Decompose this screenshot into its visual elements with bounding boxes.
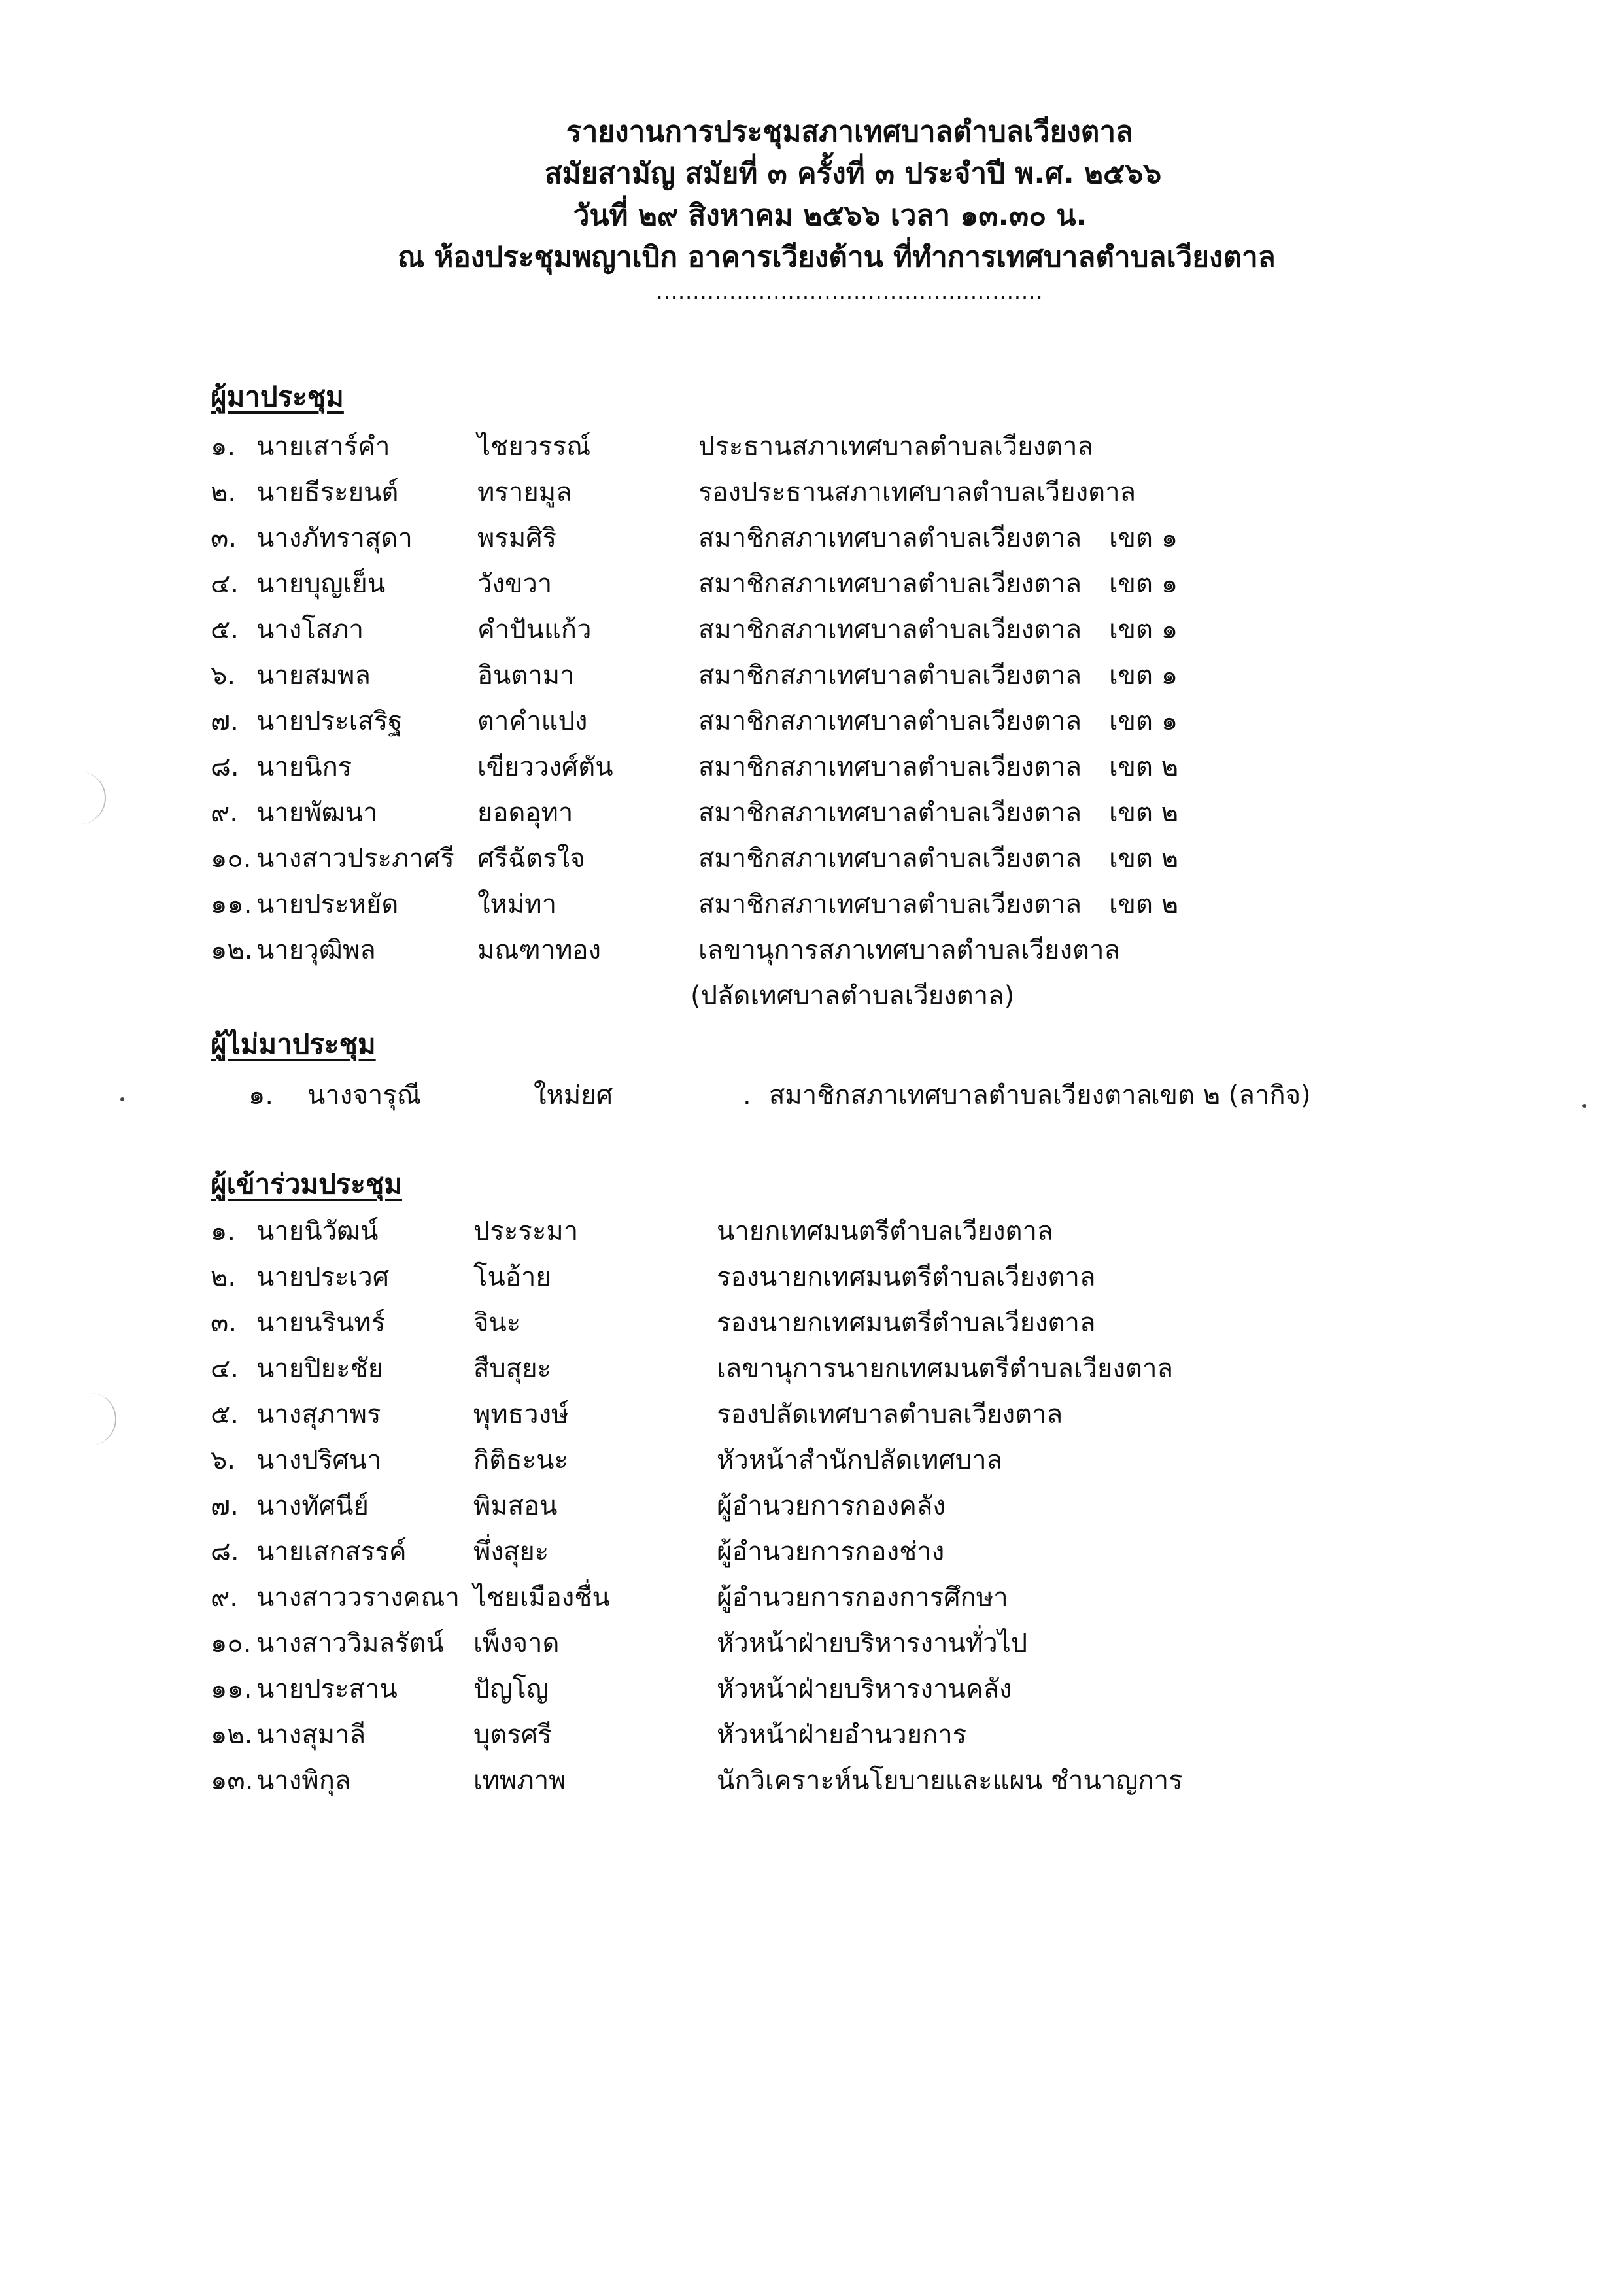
item-first: นายนิวัฒน์ <box>256 1216 379 1246</box>
item-num: ๖. <box>211 1445 236 1475</box>
item-last: ไชยเมืองชื่น <box>473 1583 610 1613</box>
report-title: รายงานการประชุมสภาเทศบาลตำบลเวียงตาล <box>566 115 1133 148</box>
list-item <box>0 1666 1621 1712</box>
venue-line: ณ ห้องประชุมพญาเบิก อาคารเวียงต้าน ที่ทำการเทศบาลตำบลเวียงตาล <box>398 241 1276 274</box>
item-zone: เขต ๒ <box>1109 798 1179 828</box>
scan-speck <box>120 1097 124 1101</box>
attendees-list <box>0 1208 1621 1804</box>
item-last: ใหม่ยศ <box>534 1080 613 1110</box>
item-role: รองนายกเทศมนตรีตำบลเวียงตาล <box>717 1308 1096 1338</box>
item-role: สมาชิกสภาเทศบาลตำบลเวียงตาล <box>698 752 1082 782</box>
item-last: ศรีฉัตรใจ <box>477 844 585 874</box>
item-zone: เขต ๑ <box>1109 660 1178 691</box>
item-role: สมาชิกสภาเทศบาลตำบลเวียงตาล <box>698 844 1082 874</box>
item-num: ๑. <box>211 432 236 462</box>
item-num: ๔. <box>211 1354 239 1384</box>
item-first: นางจารุณี <box>307 1080 421 1110</box>
item-first: นายบุญเย็น <box>256 569 386 599</box>
item-role: หัวหน้าสำนักปลัดเทศบาล <box>717 1445 1003 1475</box>
item-first: นายธีระยนต์ <box>256 477 399 507</box>
item-num: ๒. <box>211 1262 237 1292</box>
item-num: ๑๐. <box>211 1628 252 1658</box>
item-last: เขียววงศ์ตัน <box>477 752 613 782</box>
list-item <box>0 1072 1621 1118</box>
present-list <box>0 424 1621 1019</box>
list-item <box>0 744 1621 790</box>
item-last: อินตามา <box>477 660 575 691</box>
list-item <box>0 424 1621 470</box>
item-last: พุทธวงษ์ <box>473 1399 569 1430</box>
date-time-line: วันที่ ๒๙ สิงหาคม ๒๕๖๖ เวลา ๑๓.๓๐ น. <box>573 199 1087 232</box>
item-first: นางสาววิมลรัตน์ <box>256 1628 444 1658</box>
list-item <box>0 561 1621 607</box>
item-first: นางพิกุล <box>256 1766 351 1796</box>
item-last: พึ่งสุยะ <box>473 1537 549 1567</box>
item-role: สมาชิกสภาเทศบาลตำบลเวียงตาล <box>698 569 1082 599</box>
item-zone: เขต ๒ <box>1109 752 1179 782</box>
item-zone: เขต ๑ <box>1109 523 1178 553</box>
item-num: ๒. <box>211 477 237 507</box>
item-role: ผู้อำนวยการกองช่าง <box>717 1537 945 1567</box>
item-role: สมาชิกสภาเทศบาลตำบลเวียงตาล <box>769 1080 1153 1110</box>
item-role: สมาชิกสภาเทศบาลตำบลเวียงตาล <box>698 615 1082 645</box>
item-last: มณฑาทอง <box>477 935 602 965</box>
item-first: นางสุภาพร <box>256 1399 381 1430</box>
item-num: ๕. <box>211 1399 239 1430</box>
item-role: หัวหน้าฝ่ายบริหารงานทั่วไป <box>717 1628 1028 1658</box>
item-role: เลขานุการสภาเทศบาลตำบลเวียงตาล <box>698 935 1120 965</box>
list-item <box>0 1483 1621 1529</box>
item-last: พิมสอน <box>473 1491 558 1521</box>
item-num: ๗. <box>211 1491 239 1521</box>
item-num: ๔. <box>211 569 239 599</box>
list-item <box>0 1392 1621 1437</box>
list-item <box>0 1437 1621 1483</box>
item-role: เลขานุการนายกเทศมนตรีตำบลเวียงตาล <box>717 1354 1173 1384</box>
item-last: ทรายมูล <box>477 477 572 507</box>
item-last: สืบสุยะ <box>473 1354 552 1384</box>
item-num: ๓. <box>211 1308 237 1338</box>
item-role: หัวหน้าฝ่ายอำนวยการ <box>717 1720 967 1750</box>
scan-speck <box>1582 1104 1586 1108</box>
item-first: นางสาวประภาศรี <box>256 844 454 874</box>
item-role: ผู้อำนวยการกองคลัง <box>717 1491 946 1521</box>
item-first: นางภัทราสุดา <box>256 523 413 553</box>
item-zone: เขต ๒ (ลากิจ) <box>1151 1080 1311 1110</box>
item-first: นายเสาร์คำ <box>256 432 390 462</box>
item-first: นายปิยะชัย <box>256 1354 384 1384</box>
item-num: ๑๒. <box>211 935 253 965</box>
item-last: ยอดอุทา <box>477 798 573 828</box>
item-role: หัวหน้าฝ่ายบริหารงานคลัง <box>717 1674 1012 1704</box>
list-item <box>0 607 1621 653</box>
item-first: นายนิกร <box>256 752 352 782</box>
header-divider: ..................................................... <box>656 279 1044 304</box>
item-num: ๘. <box>211 1537 239 1567</box>
item-num: ๑๐. <box>211 844 252 874</box>
item-last: โนอ้าย <box>473 1262 551 1292</box>
item-last: บุตรศรี <box>473 1720 552 1750</box>
item-num: ๑๑. <box>211 1674 252 1704</box>
item-num: ๙. <box>211 1583 239 1613</box>
item-num: ๖. <box>211 660 236 691</box>
item-role: สมาชิกสภาเทศบาลตำบลเวียงตาล <box>698 660 1082 691</box>
item-zone: เขต ๑ <box>1109 569 1178 599</box>
absent-section-title: ผู้ไม่มาประชุม <box>211 1028 376 1060</box>
item-role: สมาชิกสภาเทศบาลตำบลเวียงตาล <box>698 889 1082 919</box>
item-first: นายพัฒนา <box>256 798 378 828</box>
item-last: วังขวา <box>477 569 553 599</box>
item-zone: เขต ๑ <box>1109 706 1178 736</box>
item-num: ๗. <box>211 706 239 736</box>
list-item <box>0 1758 1621 1804</box>
item-zone: เขต ๑ <box>1109 615 1178 645</box>
item-num: ๑๓. <box>211 1766 254 1796</box>
list-item <box>0 1712 1621 1758</box>
item-num: ๑. <box>211 1216 236 1246</box>
item-last: คำปันแก้ว <box>477 615 592 645</box>
item-zone: เขต ๒ <box>1109 889 1179 919</box>
item-num: ๑๒. <box>211 1720 253 1750</box>
item-zone: เขต ๒ <box>1109 844 1179 874</box>
document-header <box>0 111 1621 305</box>
item-last: เพ็งจาด <box>473 1628 560 1658</box>
list-item <box>0 1300 1621 1346</box>
item-last: ประระมา <box>473 1216 579 1246</box>
item-first: นายประเวศ <box>256 1262 390 1292</box>
list-item <box>0 790 1621 836</box>
list-item <box>0 653 1621 698</box>
item-last: กิติธะนะ <box>473 1445 568 1475</box>
item-num: ๓. <box>211 523 237 553</box>
item-last: พรมศิริ <box>477 523 557 553</box>
item-first: นางสุมาลี <box>256 1720 366 1750</box>
item-first: นางทัศนีย์ <box>256 1491 369 1521</box>
item-first: นายประสาน <box>256 1674 398 1704</box>
item-role: นักวิเคราะห์นโยบายและแผน ชำนาญการ <box>717 1766 1183 1796</box>
item-dot: . <box>743 1080 751 1110</box>
list-item <box>0 1254 1621 1300</box>
list-item-continuation <box>0 973 1621 1019</box>
list-item <box>0 470 1621 515</box>
item-last: ปัญโญ <box>473 1674 549 1704</box>
list-item <box>0 1346 1621 1392</box>
list-item <box>0 1575 1621 1620</box>
item-first: นายสมพล <box>256 660 371 691</box>
list-item <box>0 1620 1621 1666</box>
item-last: ตาคำแปง <box>477 706 588 736</box>
item-num: ๘. <box>211 752 239 782</box>
item-first: นางปริศนา <box>256 1445 382 1475</box>
item-num: ๑๑. <box>211 889 252 919</box>
item-last: เทพภาพ <box>473 1766 566 1796</box>
item-role: นายกเทศมนตรีตำบลเวียงตาล <box>717 1216 1053 1246</box>
list-item <box>0 882 1621 927</box>
item-last: จินะ <box>473 1308 521 1338</box>
item-last: ไชยวรรณ์ <box>477 432 591 462</box>
list-item <box>0 927 1621 973</box>
item-num: ๑. <box>248 1080 274 1110</box>
item-role: ผู้อำนวยการกองการศึกษา <box>717 1583 1008 1613</box>
item-first: นางโสภา <box>256 615 364 645</box>
list-item <box>0 1529 1621 1575</box>
item-role: สมาชิกสภาเทศบาลตำบลเวียงตาล <box>698 798 1082 828</box>
absent-list <box>0 1072 1621 1118</box>
session-line: สมัยสามัญ สมัยที่ ๓ ครั้งที่ ๓ ประจำปี พ.ศ. ๒๕๖๖ <box>544 157 1162 190</box>
item-num: ๕. <box>211 615 239 645</box>
item-role: รองปลัดเทศบาลตำบลเวียงตาล <box>717 1399 1063 1430</box>
item-first: นางสาววรางคณา <box>256 1583 460 1613</box>
item-first: นายเสกสรรค์ <box>256 1537 407 1567</box>
list-item <box>0 1208 1621 1254</box>
item-role: ประธานสภาเทศบาลตำบลเวียงตาล <box>698 432 1094 462</box>
item-role: รองนายกเทศมนตรีตำบลเวียงตาล <box>717 1262 1096 1292</box>
present-section-title: ผู้มาประชุม <box>211 381 344 413</box>
attendees-section-title: ผู้เข้าร่วมประชุม <box>211 1168 403 1200</box>
item-role: สมาชิกสภาเทศบาลตำบลเวียงตาล <box>698 706 1082 736</box>
item-first: นายประหยัด <box>256 889 399 919</box>
item-role-note: (ปลัดเทศบาลตำบลเวียงตาล) <box>691 981 1015 1011</box>
item-num: ๙. <box>211 798 239 828</box>
item-last: ใหม่ทา <box>477 889 557 919</box>
item-role: สมาชิกสภาเทศบาลตำบลเวียงตาล <box>698 523 1082 553</box>
item-first: นายนรินทร์ <box>256 1308 386 1338</box>
item-first: นายวุฒิพล <box>256 935 376 965</box>
list-item <box>0 515 1621 561</box>
list-item <box>0 698 1621 744</box>
item-role: รองประธานสภาเทศบาลตำบลเวียงตาล <box>698 477 1136 507</box>
list-item <box>0 836 1621 882</box>
item-first: นายประเสริฐ <box>256 706 403 736</box>
